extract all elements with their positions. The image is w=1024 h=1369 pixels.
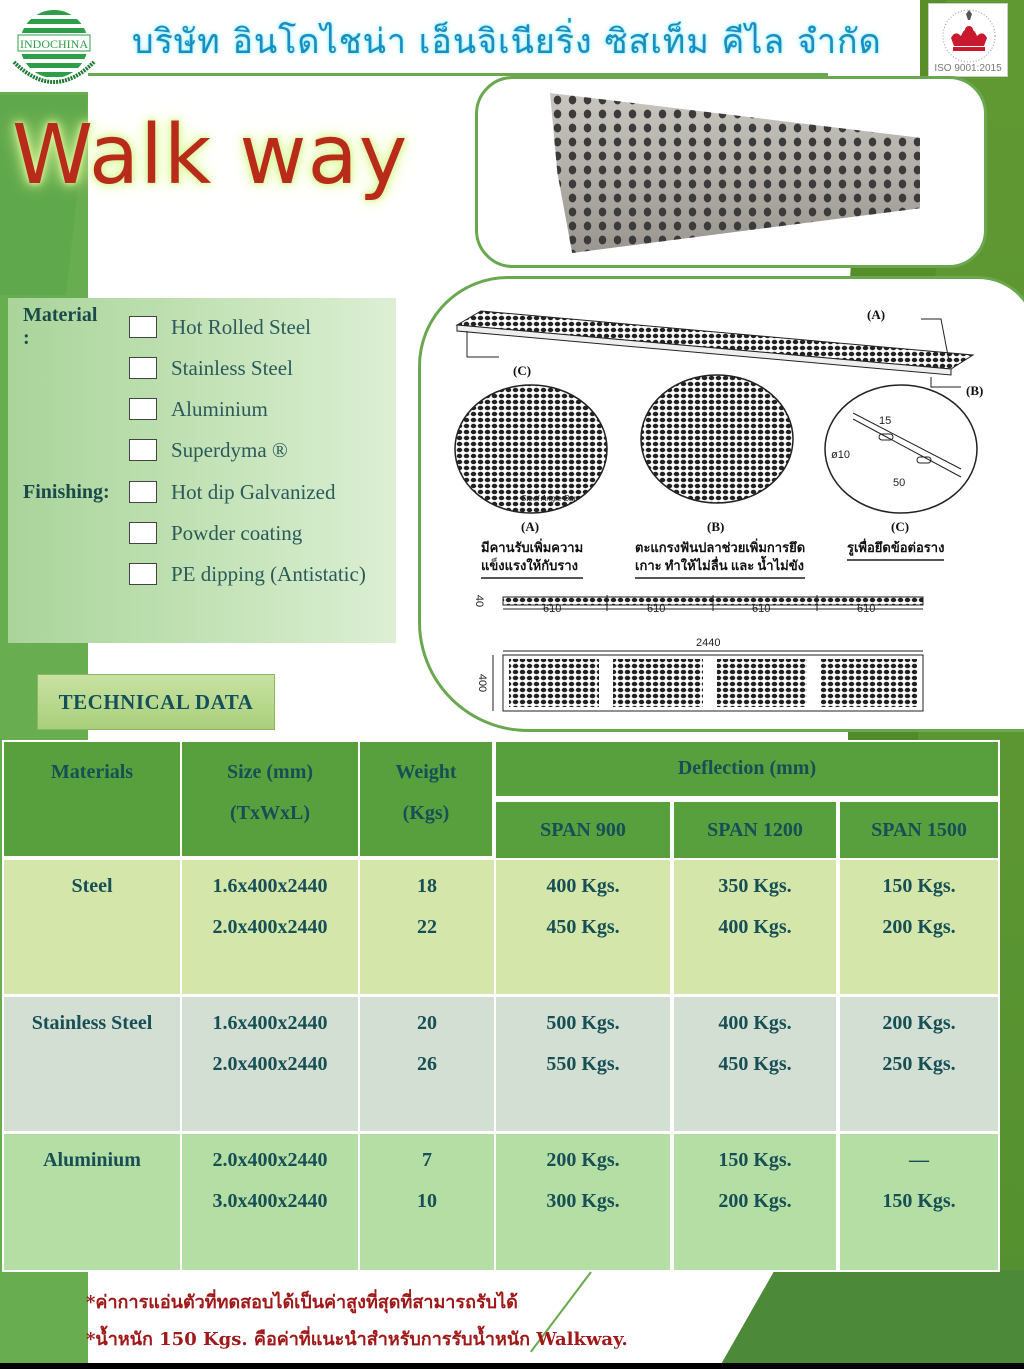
table-cell-weight: 18 22 — [360, 860, 494, 994]
bottom-border — [0, 1363, 1024, 1369]
option-stainless-steel: Stainless Steel — [171, 355, 293, 380]
table-cell-span1500: 200 Kgs. 250 Kgs. — [840, 997, 998, 1131]
crown-icon — [929, 4, 1009, 64]
steel-angle-label: Steel Angle Bar — [521, 494, 577, 503]
material-label: Material : — [23, 304, 98, 349]
option-powder-coating: Powder coating — [171, 520, 303, 545]
checkbox-pe-dipping[interactable] — [129, 563, 157, 585]
table-cell-material: Aluminium — [4, 1134, 180, 1270]
logo-globe-icon — [4, 4, 104, 92]
checkbox-powder-coating[interactable] — [129, 522, 157, 544]
header-deflection: Deflection (mm) — [496, 742, 998, 796]
technical-data-table — [2, 740, 1000, 1272]
table-cell-span1200: 400 Kgs. 450 Kgs. — [674, 997, 836, 1131]
option-pe-dipping: PE dipping (Antistatic) — [171, 561, 366, 586]
option-aluminium: Aluminium — [171, 396, 268, 421]
caption-a-id: (A) — [521, 519, 540, 534]
pitch-dim: 50 — [893, 477, 906, 489]
caption-c: รูเพื่อยึดข้อต่อราง — [847, 539, 944, 561]
header-span-1500: SPAN 1500 — [840, 802, 998, 858]
segment-dim: 610 — [543, 603, 562, 615]
table-cell-weight: 7 10 — [360, 1134, 494, 1270]
header-span-900: SPAN 900 — [496, 802, 670, 858]
callout-a: (A) — [867, 307, 886, 322]
table-cell-size: 2.0x400x2440 3.0x400x2440 — [182, 1134, 358, 1270]
segment-dim: 610 — [857, 603, 876, 615]
checkbox-aluminium[interactable] — [129, 398, 157, 420]
checkbox-superdyma[interactable] — [129, 439, 157, 461]
callout-b: (B) — [966, 383, 984, 398]
walkway-drawing — [421, 279, 1024, 732]
footnote-deflection: *ค่าการแอ่นตัวที่ทดสอบได้เป็นค่าสูงที่สุดที่สามารถรับได้ — [86, 1292, 518, 1313]
product-photo-panel — [475, 76, 987, 268]
page-title: Walk way — [12, 108, 409, 203]
caption-b: ตะแกรงฟันปลาช่วยเพิ่มการยึด เกาะ ทำให้ไม่ลื่น และ น้ำไม่ขัง — [635, 539, 805, 579]
company-name: บริษัท อินโดไชน่า เอ็นจิเนียริ่ง ซิสเท็ม คีไล จำกัด — [132, 22, 882, 62]
option-superdyma: Superdyma ® — [171, 437, 288, 462]
hole-dia-dim: ø10 — [831, 449, 850, 461]
header-size: Size (mm) (TxWxL) — [182, 742, 358, 856]
company-logo — [4, 4, 104, 92]
header-weight: Weight (Kgs) — [360, 742, 492, 856]
svg-text:INDOCHINA: INDOCHINA — [20, 37, 88, 51]
iso-certification-badge — [928, 3, 1008, 77]
finishing-label: Finishing: — [23, 480, 110, 503]
caption-a: มีคานรับเพิ่มความ แข็งแรงให้กับราง — [481, 539, 583, 579]
segment-dim: 610 — [647, 603, 666, 615]
table-cell-material: Steel — [4, 860, 180, 994]
checkbox-hot-dip-galvanized[interactable] — [129, 481, 157, 503]
table-cell-size: 1.6x400x2440 2.0x400x2440 — [182, 860, 358, 994]
walkway-grating-image — [550, 93, 920, 253]
table-cell-weight: 20 26 — [360, 997, 494, 1131]
footnote-recommended-load: *น้ำหนัก 150 Kgs. คือค่าที่แนะนำสำหรับการรับน้ำหนัก Walkway. — [86, 1329, 628, 1350]
table-cell-span1200: 350 Kgs. 400 Kgs. — [674, 860, 836, 994]
header-materials: Materials — [4, 742, 180, 856]
table-cell-span900: 400 Kgs. 450 Kgs. — [496, 860, 670, 994]
iso-label: ISO 9001:2015 — [934, 63, 1002, 74]
checkbox-hot-rolled-steel[interactable] — [129, 316, 157, 338]
table-cell-span1500: 150 Kgs. 200 Kgs. — [840, 860, 998, 994]
footnotes — [86, 1284, 628, 1358]
option-hot-dip-galvanized: Hot dip Galvanized — [171, 479, 336, 504]
checkbox-stainless-steel[interactable] — [129, 357, 157, 379]
table-cell-span1500: — 150 Kgs. — [840, 1134, 998, 1270]
technical-drawing-panel — [418, 276, 1024, 732]
slot-width-dim: 15 — [879, 415, 892, 427]
table-cell-size: 1.6x400x2440 2.0x400x2440 — [182, 997, 358, 1131]
table-cell-span900: 200 Kgs. 300 Kgs. — [496, 1134, 670, 1270]
options-panel — [8, 298, 396, 643]
table-cell-span900: 500 Kgs. 550 Kgs. — [496, 997, 670, 1131]
technical-data-label: TECHNICAL DATA — [37, 674, 275, 730]
width-dim: 400 — [476, 673, 489, 693]
option-hot-rolled-steel: Hot Rolled Steel — [171, 314, 311, 339]
length-dim: 2440 — [696, 637, 721, 649]
header-span-1200: SPAN 1200 — [674, 802, 836, 858]
caption-b-id: (B) — [707, 519, 725, 534]
segment-dim: 610 — [752, 603, 771, 615]
table-cell-material: Stainless Steel — [4, 997, 180, 1131]
caption-c-id: (C) — [891, 519, 910, 534]
callout-c: (C) — [513, 363, 532, 378]
side-height-dim: 40 — [473, 594, 486, 608]
table-cell-span1200: 150 Kgs. 200 Kgs. — [674, 1134, 836, 1270]
